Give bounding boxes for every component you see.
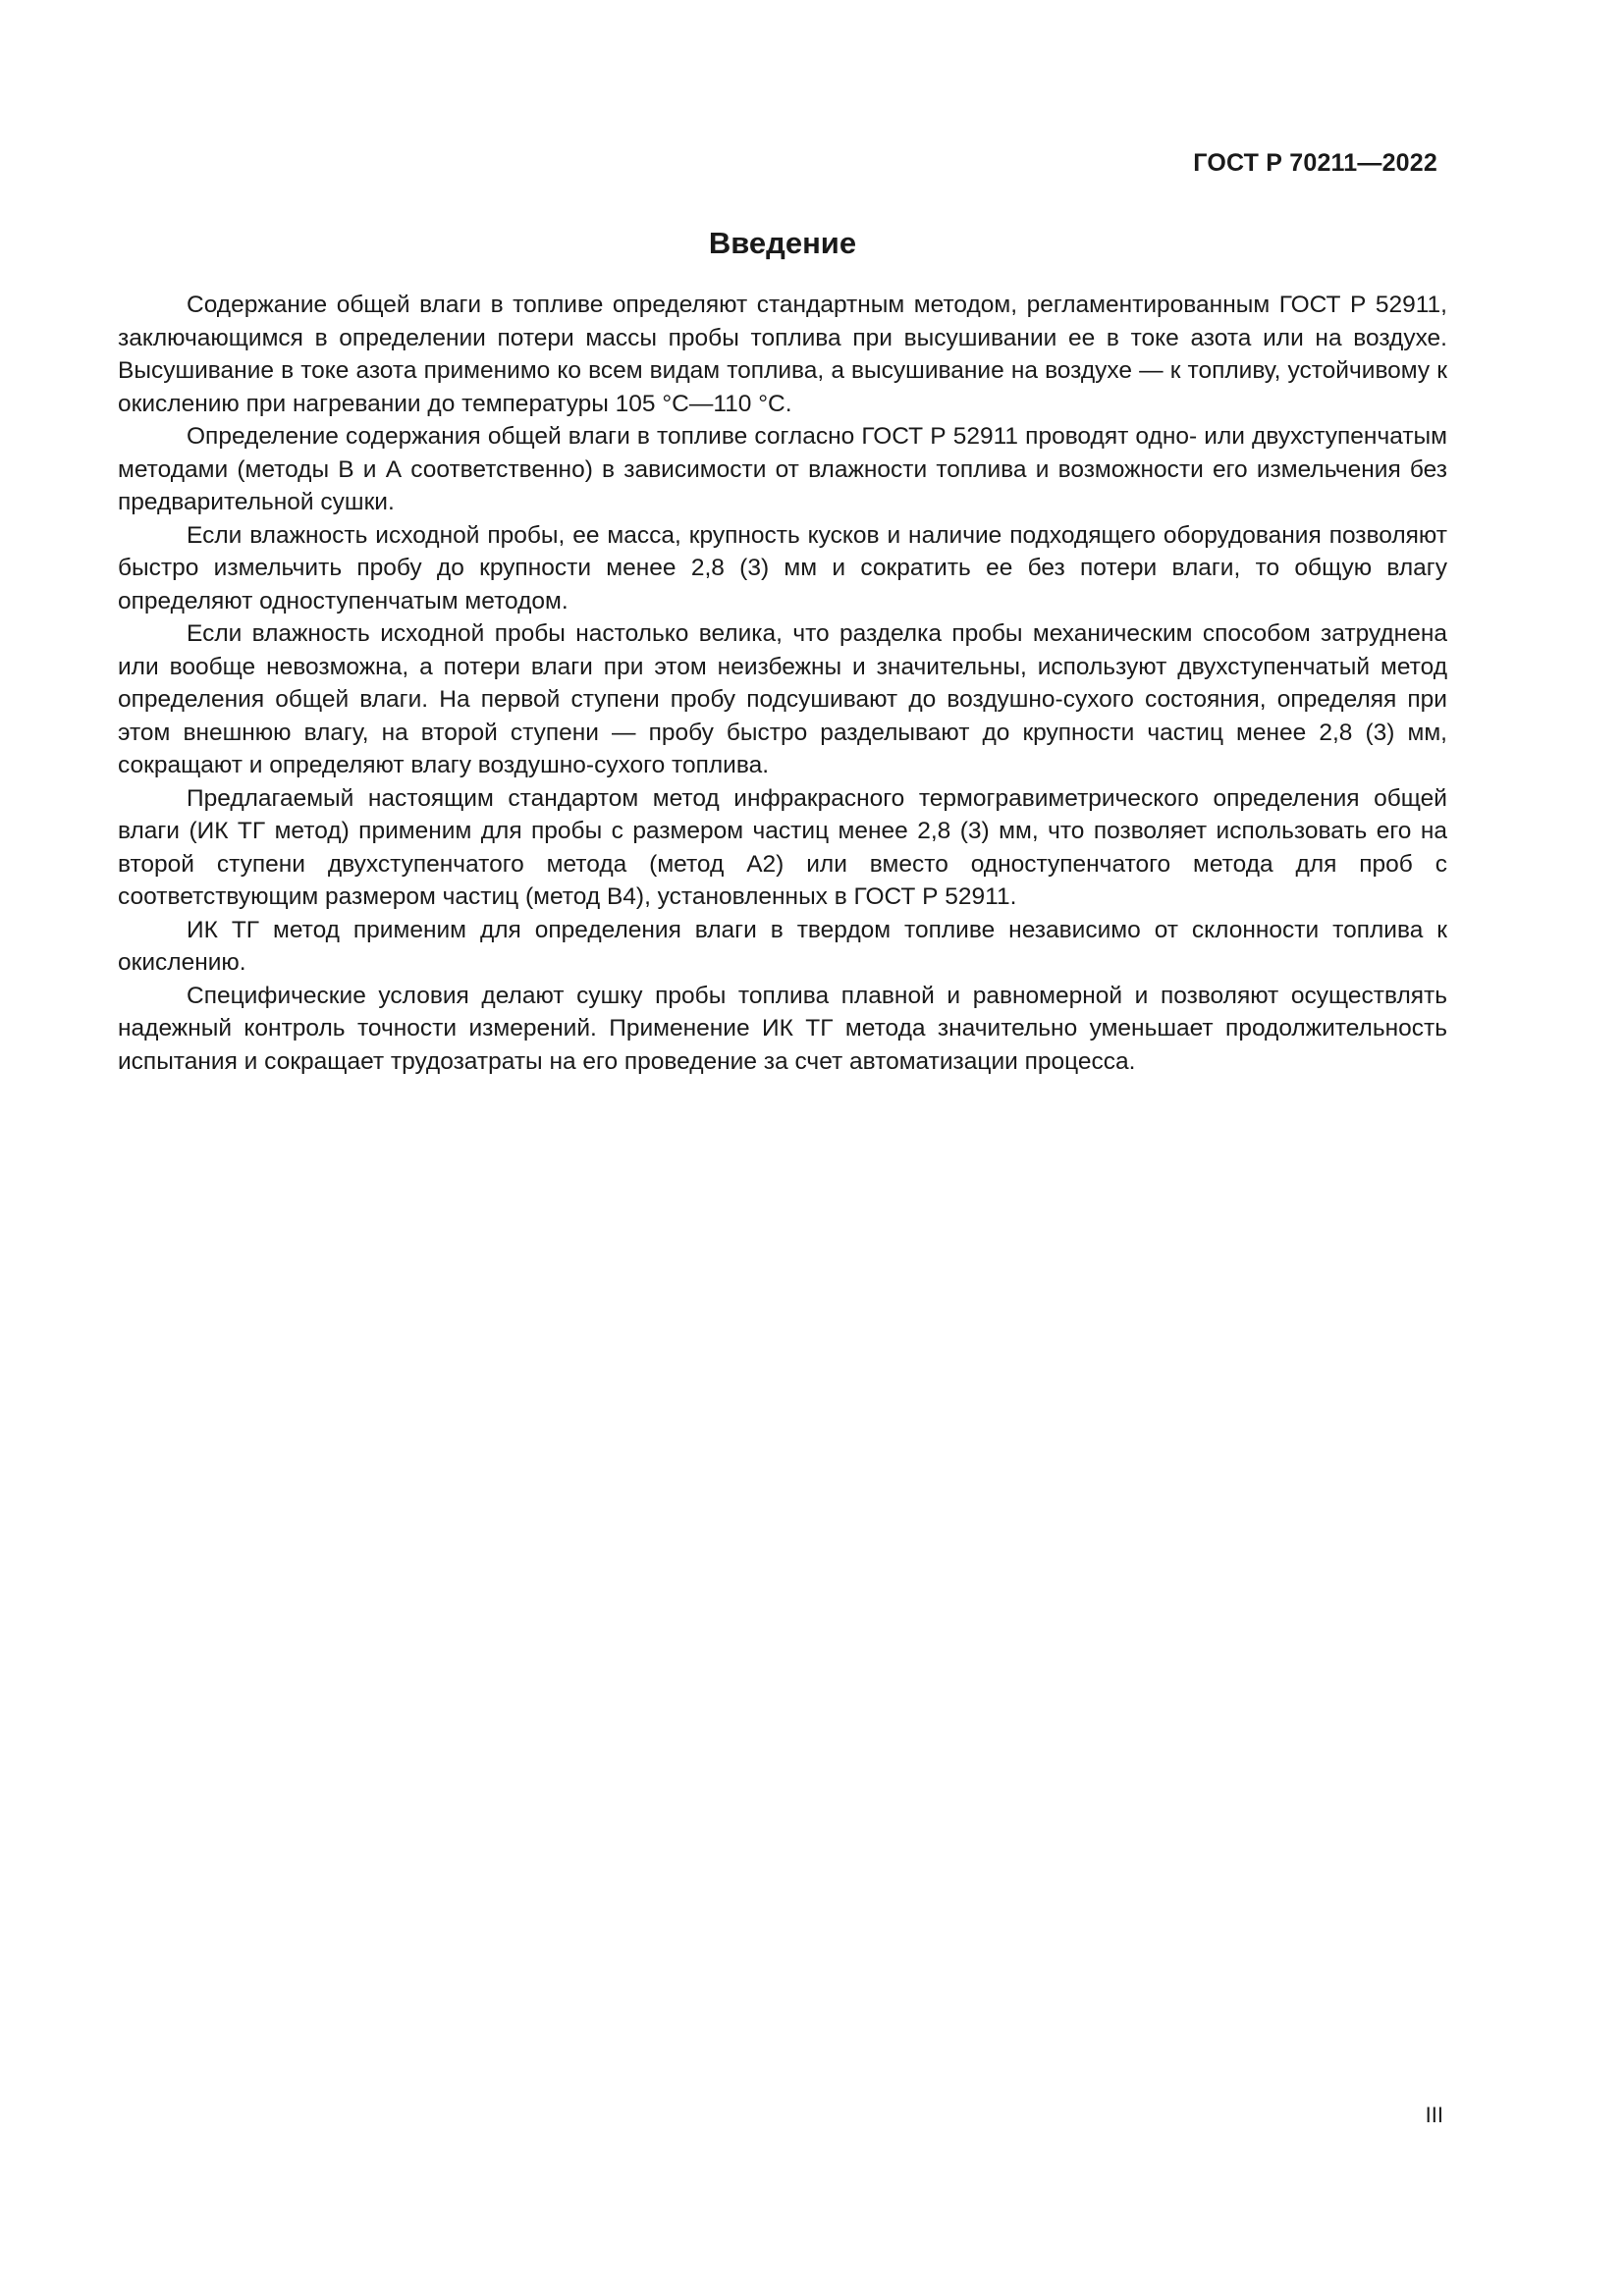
paragraph: Если влажность исходной пробы, ее масса, крупность кусков и наличие подходящего оборудования позволяют быстро измельчить пробу до крупности менее 2,8 (3) мм и сократить ее без потери влаги, то общую влагу определяют одноступенчатым методом. <box>118 521 1447 614</box>
section-body <box>118 289 1447 1078</box>
paragraph: Если влажность исходной пробы настолько велика, что разделка пробы механическим способом затруднена или вообще невозможна, а потери влаги при этом неизбежны и значительны, используют двухступенчатый метод определения общей влаги. На первой ступени пробу подсушивают до воздушно-сухого состояния, определяя при этом внешнюю влагу, на второй ступени — пробу быстро разделывают до крупности частиц менее 2,8 (3) мм, сокращают и определяют влагу воздушно-сухого топлива. <box>118 620 1447 778</box>
paragraph: Определение содержания общей влаги в топливе согласно ГОСТ Р 52911 проводят одно- или двухступенчатым методами (методы В и А соответственно) в зависимости от влажности топлива и возможности его измельчения без предварительной сушки. <box>118 423 1447 515</box>
paragraph: Специфические условия делают сушку пробы топлива плавной и равномерной и позволяют осуществлять надежный контроль точности измерений. Применение ИК ТГ метода значительно уменьшает продолжительность испытания и сокращает трудозатраты на его проведение за счет автоматизации процесса. <box>118 982 1447 1075</box>
section-title: Введение <box>708 226 857 260</box>
paragraph: Содержание общей влаги в топливе определяют стандартным методом, регламентированным ГОСТ Р 52911, заключающимся в определении потери массы пробы топлива при высушивании ее в токе азота или на воздухе. Высушивание в токе азота применимо ко всем видам топлива, а высушивание на воздухе — к топливу, устойчивому к окислению при нагревании до температуры 105 °С—110 °С. <box>118 292 1447 417</box>
document-code: ГОСТ Р 70211—2022 <box>1193 149 1437 177</box>
page-number: III <box>1425 2103 1443 2127</box>
paragraph: ИК ТГ метод применим для определения влаги в твердом топливе независимо от склонности топлива к окислению. <box>118 916 1447 976</box>
paragraph: Предлагаемый настоящим стандартом метод инфракрасного термогравиметрического определения общей влаги (ИК ТГ метод) применим для пробы с размером частиц менее 2,8 (3) мм, что позволяет использовать его на второй ступени двухступенчатого метода (метод А2) или вместо одноступенчатого метода для проб с соответствующим размером частиц (метод В4), установленных в ГОСТ Р 52911. <box>118 784 1447 910</box>
